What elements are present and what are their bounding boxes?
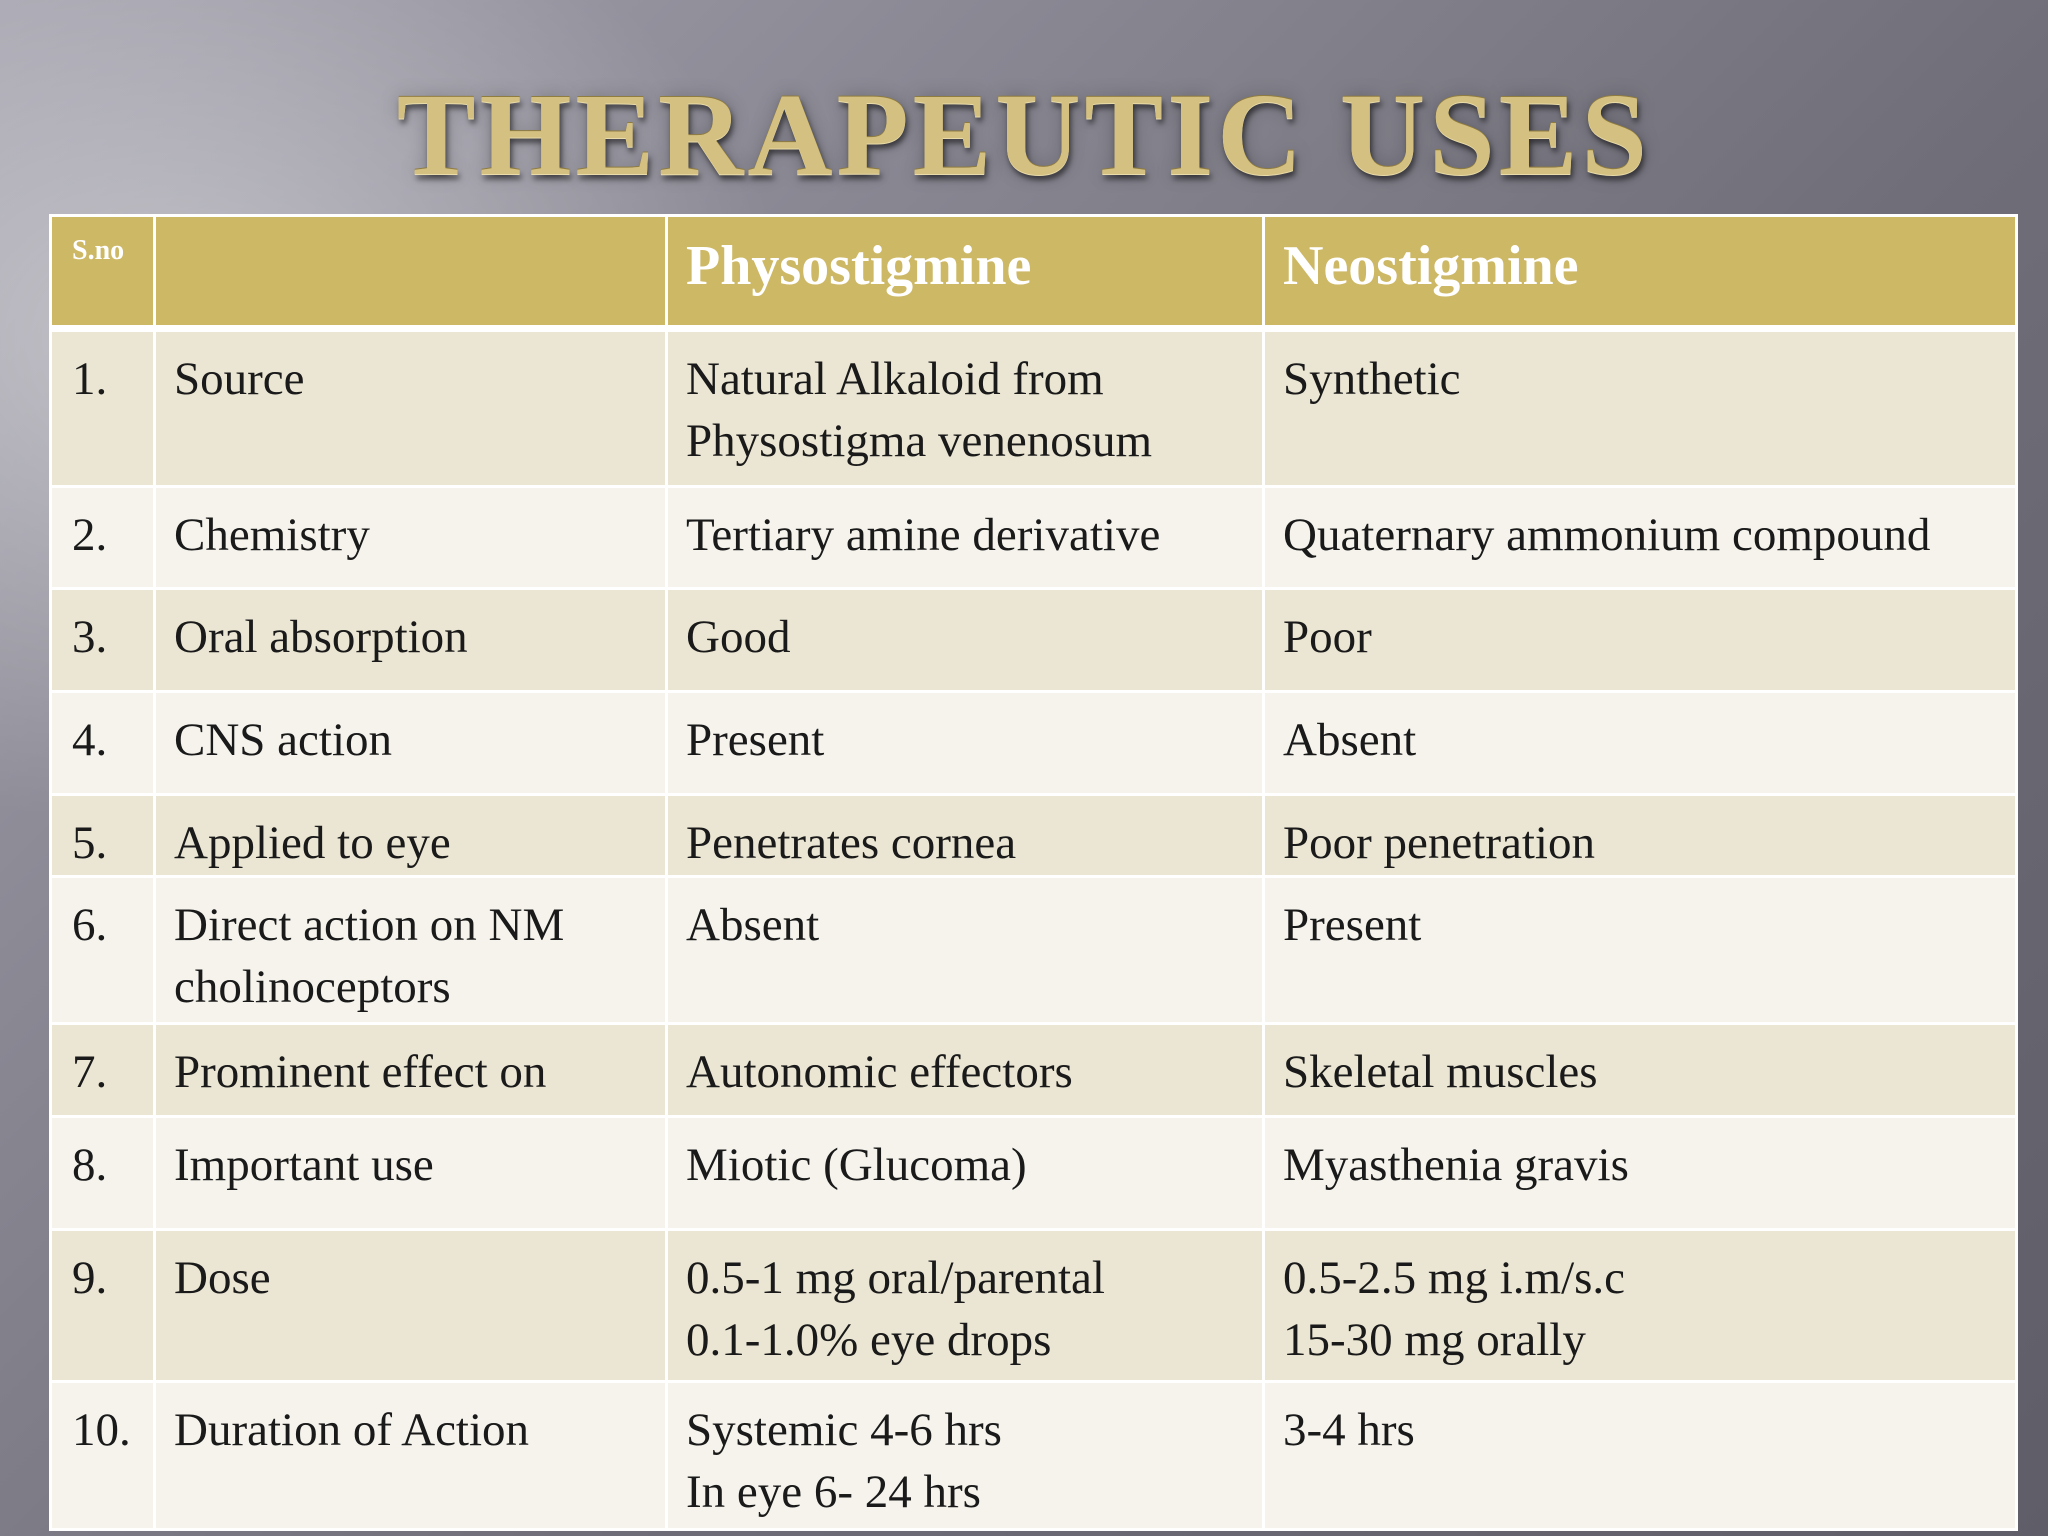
cell-physostigmine bbox=[667, 692, 1264, 795]
cell-physostigmine-line: Tertiary amine derivative bbox=[686, 509, 1161, 561]
cell-serial-number: 9. bbox=[51, 1230, 155, 1382]
cell-neostigmine bbox=[1264, 795, 2017, 877]
table-row bbox=[51, 1024, 2017, 1117]
cell-physostigmine bbox=[667, 1230, 1264, 1382]
table-row bbox=[51, 487, 2017, 589]
cell-property bbox=[155, 1382, 667, 1530]
cell-serial-number: 1. bbox=[51, 329, 155, 487]
cell-serial-number: 6. bbox=[51, 877, 155, 1024]
cell-physostigmine bbox=[667, 877, 1264, 1024]
cell-physostigmine bbox=[667, 329, 1264, 487]
cell-physostigmine-line: Penetrates cornea bbox=[686, 817, 1017, 869]
cell-property-line: Important use bbox=[174, 1139, 434, 1191]
cell-property bbox=[155, 589, 667, 692]
cell-physostigmine-line: Absent bbox=[686, 899, 820, 951]
cell-property-line: Source bbox=[174, 353, 305, 405]
cell-neostigmine-line: Absent bbox=[1283, 714, 1417, 766]
cell-neostigmine-line: 3-4 hrs bbox=[1283, 1404, 1415, 1456]
cell-physostigmine-line: Present bbox=[686, 714, 825, 766]
cell-neostigmine-line: Synthetic bbox=[1283, 353, 1461, 405]
cell-property bbox=[155, 1230, 667, 1382]
header-physostigmine: Physostigmine bbox=[667, 216, 1264, 329]
cell-physostigmine-line: Autonomic effectors bbox=[686, 1046, 1073, 1098]
comparison-table bbox=[49, 214, 2018, 1531]
cell-neostigmine bbox=[1264, 692, 2017, 795]
cell-physostigmine-line: 0.1-1.0% eye drops bbox=[686, 1314, 1052, 1366]
cell-physostigmine bbox=[667, 1024, 1264, 1117]
cell-physostigmine bbox=[667, 487, 1264, 589]
cell-property-line: Chemistry bbox=[174, 509, 370, 561]
header-property bbox=[155, 216, 667, 329]
cell-neostigmine-line: 0.5-2.5 mg i.m/s.c bbox=[1283, 1252, 1626, 1304]
cell-neostigmine bbox=[1264, 589, 2017, 692]
cell-neostigmine-line: Present bbox=[1283, 899, 1422, 951]
cell-physostigmine-line: Good bbox=[686, 611, 791, 663]
cell-property bbox=[155, 692, 667, 795]
slide-title: THERAPEUTIC USES bbox=[396, 69, 1652, 200]
cell-neostigmine-line: 15-30 mg orally bbox=[1283, 1314, 1586, 1366]
table-row bbox=[51, 589, 2017, 692]
header-serial-number: S.no bbox=[51, 216, 155, 329]
cell-property-line: Prominent effect on bbox=[174, 1046, 547, 1098]
table-row bbox=[51, 1382, 2017, 1530]
cell-neostigmine bbox=[1264, 877, 2017, 1024]
cell-serial-number: 4. bbox=[51, 692, 155, 795]
cell-property bbox=[155, 795, 667, 877]
cell-physostigmine-line: Systemic 4-6 hrs bbox=[686, 1404, 1002, 1456]
cell-physostigmine-line: Natural Alkaloid from bbox=[686, 353, 1104, 405]
cell-property-line: Duration of Action bbox=[174, 1404, 530, 1456]
table-row bbox=[51, 329, 2017, 487]
cell-neostigmine bbox=[1264, 1382, 2017, 1530]
table-header-row bbox=[51, 216, 2017, 329]
cell-property bbox=[155, 877, 667, 1024]
cell-serial-number: 10. bbox=[51, 1382, 155, 1530]
cell-property-line: Direct action on NM bbox=[174, 899, 565, 951]
cell-property-line: CNS action bbox=[174, 714, 393, 766]
cell-serial-number: 2. bbox=[51, 487, 155, 589]
cell-neostigmine bbox=[1264, 487, 2017, 589]
cell-physostigmine bbox=[667, 1117, 1264, 1230]
cell-serial-number: 3. bbox=[51, 589, 155, 692]
cell-property bbox=[155, 1024, 667, 1117]
table-row bbox=[51, 1230, 2017, 1382]
cell-neostigmine-line: Skeletal muscles bbox=[1283, 1046, 1598, 1098]
cell-property bbox=[155, 487, 667, 589]
cell-property-line: Dose bbox=[174, 1252, 271, 1304]
cell-neostigmine-line: Quaternary ammonium compound bbox=[1283, 509, 1931, 561]
cell-serial-number: 5. bbox=[51, 795, 155, 877]
cell-physostigmine bbox=[667, 795, 1264, 877]
cell-neostigmine bbox=[1264, 1024, 2017, 1117]
cell-neostigmine bbox=[1264, 1117, 2017, 1230]
cell-property bbox=[155, 1117, 667, 1230]
cell-property-line: cholinoceptors bbox=[174, 961, 451, 1013]
cell-physostigmine-line: In eye 6- 24 hrs bbox=[686, 1466, 981, 1518]
cell-neostigmine bbox=[1264, 329, 2017, 487]
table-row bbox=[51, 692, 2017, 795]
cell-physostigmine bbox=[667, 1382, 1264, 1530]
table-row bbox=[51, 877, 2017, 1024]
cell-physostigmine-line: Miotic (Glucoma) bbox=[686, 1139, 1027, 1191]
cell-serial-number: 8. bbox=[51, 1117, 155, 1230]
header-neostigmine: Neostigmine bbox=[1264, 216, 2017, 329]
cell-physostigmine-line: 0.5-1 mg oral/parental bbox=[686, 1252, 1105, 1304]
cell-neostigmine bbox=[1264, 1230, 2017, 1382]
cell-physostigmine-line: Physostigma venenosum bbox=[686, 415, 1153, 467]
cell-property bbox=[155, 329, 667, 487]
table-row bbox=[51, 1117, 2017, 1230]
cell-neostigmine-line: Poor penetration bbox=[1283, 817, 1595, 869]
cell-property-line: Applied to eye bbox=[174, 817, 451, 869]
cell-neostigmine-line: Myasthenia gravis bbox=[1283, 1139, 1629, 1191]
cell-physostigmine bbox=[667, 589, 1264, 692]
cell-property-line: Oral absorption bbox=[174, 611, 468, 663]
cell-serial-number: 7. bbox=[51, 1024, 155, 1117]
table-row bbox=[51, 795, 2017, 877]
comparison-table-container bbox=[49, 214, 2015, 1531]
cell-neostigmine-line: Poor bbox=[1283, 611, 1372, 663]
